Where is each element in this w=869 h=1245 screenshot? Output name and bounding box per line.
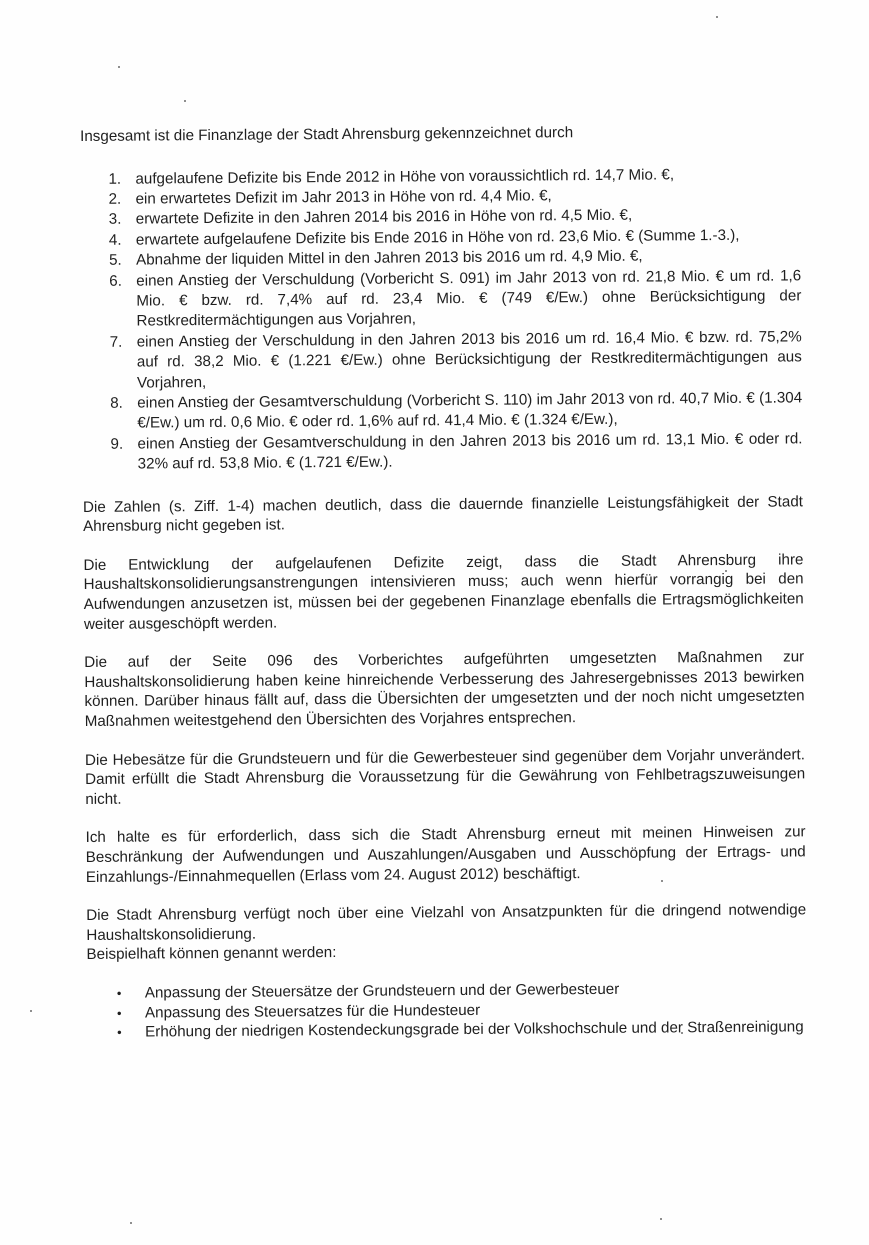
bullet-icon: • [117,1024,122,1040]
example-text: Erhöhung der niedrigen Kostendeckungsgrade bei der Volkshochschule und der Straßenreinigung [145,1018,804,1041]
findings-list [80,164,802,476]
finding-text: einen Anstieg der Gesamtverschuldung (Vorbericht S. 110) im Jahr 2013 von rd. 40,7 Mio. € (1.304 €/Ew.) um rd. 0,6 Mio. € oder rd. 1,6% auf rd. 41,4 Mio. € (1.324 €/Ew.), [137,389,803,433]
paragraph-conclusion: Die Zahlen (s. Ziff. 1-4) machen deutlich, dass die dauernde finanzielle Leistungsfähigkeit der Stadt Ahrensburg nicht gegeben ist. [82,493,804,536]
finding-text: ein erwartetes Defizit im Jahr 2013 in Höhe von rd. 4,4 Mio. €, [135,187,552,208]
finding-number: 3. [108,211,122,229]
examples-intro: Beispielhaft können genannt werden: [86,944,337,964]
finding-number: 1. [108,170,122,188]
scan-speck [184,100,186,102]
finding-number: 7. [109,333,123,351]
finding-text: einen Anstieg der Verschuldung (Vorbericht S. 091) im Jahr 2013 von rd. 21,8 Mio. € um rd. 1,6 Mio. € bzw. rd. 7,4% auf rd. 23,4 Mio. € (749 €/Ew.) ohne Berücksichtigung der Restkreditermächtigungen aus Vorjahren, [136,266,802,330]
finding-item [82,429,802,475]
finding-number: 6. [109,272,122,290]
scan-speck [30,1010,32,1012]
finding-text: Abnahme der liquiden Mittel in den Jahren 2013 bis 2016 um rd. 4,9 Mio. €, [135,247,643,269]
paragraph-deficit-development: Die Entwicklung der aufgelaufenen Defizite zeigt, dass die Stadt Ahrensburg ihre Haushaltskonsolidierungsanstrengungen intensivieren muss; auch wenn hierfür vorrangig bei den Aufwendungen anzusetzen ist, müssen bei der gegebenen Finanzlage ebenfalls die Ertragsmöglichkeiten weiter ausgeschöpft werden. [83,551,804,633]
finding-number: 8. [110,394,123,412]
paragraph-requirement: Ich halte es für erforderlich, dass sich die Stadt Ahrensburg erneut mit meinen Hinweisen zur Beschränkung der Aufwendungen und Auszahlungen/Ausgaben und Ausschöpfung der Ertrags- und Einzahlungs-/Einnahmequellen (Erlass vom 24. August 2012) beschäftigt. [85,823,806,886]
finding-text: einen Anstieg der Gesamtverschuldung in den Jahren 2013 bis 2016 um rd. 13,1 Mio. € oder rd. 32% auf rd. 53,8 Mio. € (1.721 €/Ew.). [137,430,803,473]
finding-number: 9. [110,435,124,453]
example-text: Anpassung des Steuersatzes für die Hundesteuer [144,1001,481,1022]
scan-speck [130,1222,132,1224]
finding-item [82,327,802,394]
paragraph-starting-points: Die Stadt Ahrensburg verfügt noch über eine Vielzahl von Ansatzpunkten für die dringend notwendige Haushaltskonsolidierung. [86,901,807,944]
scan-speck [716,16,718,18]
finding-item [81,266,801,333]
finding-number: 5. [108,251,122,269]
paragraph-tax-rates: Die Hebesätze für die Grundsteuern und für die Gewerbesteuer sind gegenüber dem Vorjahr unverändert. Damit erfüllt die Stadt Ahrensburg die Voraussetzung für die Gewährung von Fehlbetragszuweisungen nicht. [84,745,806,808]
finding-text: einen Anstieg der Verschuldung in den Jahren 2013 bis 2016 um rd. 16,4 Mio. € bzw. rd. 75,2% auf rd. 38,2 Mio. € (1.221 €/Ew.) ohne Berücksichtigung der Restkreditermächtigungen aus Vorjahren, [136,328,802,392]
finding-text: erwartete aufgelaufene Defizite bis Ende 2016 in Höhe von rd. 23,6 Mio. € (Summe 1.-3.), [135,226,740,249]
paragraph-measures: Die auf der Seite 096 des Vorberichtes aufgeführten umgesetzten Maßnahmen zur Haushaltskonsolidierung haben keine hinreichende Verbesserung des Jahresergebnisses 2013 bewirken können. Darüber hinaus fällt auf, dass die Übersichten der umgesetzten und der noch nicht umgesetzten Maßnahmen weitestgehend den Übersichten des Vorjahres entsprechen. [84,648,805,731]
scan-speck [118,66,120,68]
finding-number: 4. [108,231,122,249]
bullet-icon: • [116,1005,122,1021]
finding-number: 2. [108,190,122,208]
bullet-icon: • [116,985,122,1001]
intro-sentence: Insgesamt ist die Finanzlage der Stadt Ahrensburg gekennzeichnet durch [80,124,574,145]
example-text: Anpassung der Steuersätze der Grundsteuern und der Gewerbesteuer [144,980,620,1002]
letter-body [80,121,807,1042]
finding-item [82,388,802,434]
scan-speck [660,1218,662,1220]
finding-text: erwartete Defizite in den Jahren 2014 bis 2016 in Höhe von rd. 4,5 Mio. €, [135,207,633,228]
examples-list [87,978,807,1042]
finding-text: aufgelaufene Defizite bis Ende 2012 in Höhe von voraussichtlich rd. 14,7 Mio. €, [135,165,675,188]
